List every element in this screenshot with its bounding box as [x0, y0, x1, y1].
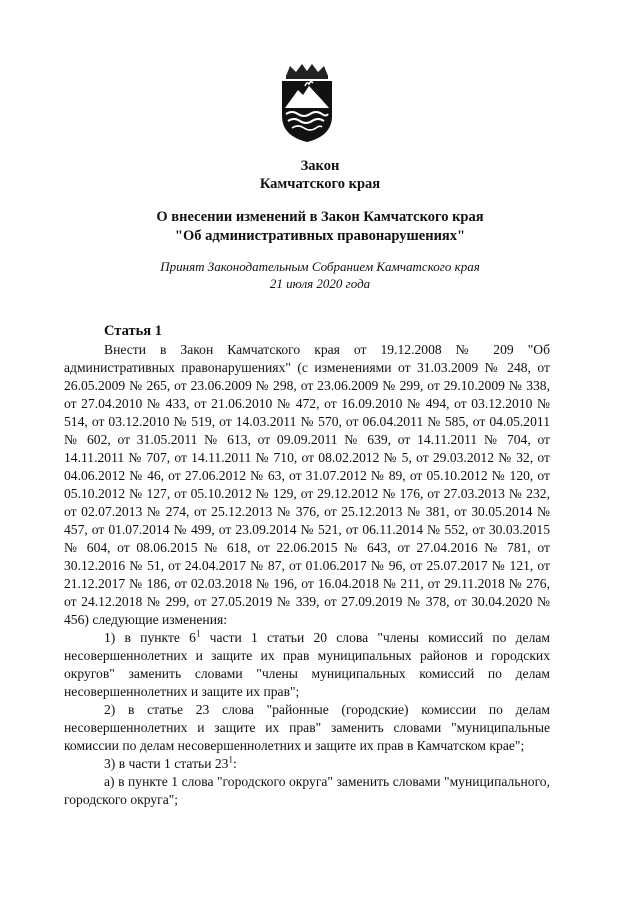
amendment-item-3a: а) в пункте 1 слова "городского округа" заменить словами "муниципального, городского округа"; — [64, 774, 550, 807]
adoption-line-1: Принят Законодательным Собранием Камчатского края — [160, 259, 480, 274]
law-title: Закон — [300, 158, 340, 174]
article-heading: Статья 1 — [104, 323, 162, 339]
adoption-date: 21 июля 2020 года — [269, 276, 371, 291]
subject-line-2: "Об административных правонарушениях" — [174, 228, 466, 244]
subject-line-1: О внесении изменений в Закон Камчатского края — [156, 209, 484, 225]
amendment-item-3: 3) в части 1 статьи $23^1$: — [104, 754, 237, 771]
adoption-note — [0, 258, 640, 292]
law-body — [64, 322, 550, 809]
amendment-item-1: 1) в пункте $6^1$ части 1 статьи 20 слова "члены комиссий по делам несовершеннолетних и защите их прав муниципальных районов и городских округов" заменить словами "члены муниципальных комиссий по делам несовершеннолетних и защите их прав"; — [64, 628, 551, 699]
article-intro: Внести в Закон Камчатского края от 19.12.2008 № 209 "Об административных правонарушениях" (с изменениями от 31.03.2009 № 248, от 26.05.2009 № 265, от 23.06.2009 № 298, от 23.06.2009 № 299, от 29.10.2009 № 338, от 27.04.2010 № 433, от 21.06.2010 № 472, от 16.09.2010 № 494, от 03.12.2010 № 514, от 03.12.2010 № 519, от 14.03.2011 № 570, от 06.04.2011 № 585, от 04.05.2011 № 602, от 31.05.2011 № 613, от 09.09.2011 № 639, от 14.11.2011 № 704, от 14.11.2011 № 707, от 14.11.2011 № 710, от 08.02.2012 № 5, от 29.03.2012 № 32, от 04.06.2012 № 46, от 27.06.2012 № 63, от 31.07.2012 № 89, от 05.10.2012 № 120, от 05.10.2012 № 127, от 05.10.2012 № 129, от 29.12.2012 № 176, от 27.03.2013 № 232, от 02.07.2013 № 274, от 25.12.2013 № 376, от 25.12.2013 № 381, от 30.05.2014 № 457, от 01.07.2014 № 499, от 23.09.2014 № 521, от 06.11.2014 № 552, от 30.03.2015 № 604, от 08.06.2015 № 618, от 22.06.2015 № 643, от 27.04.2016 № 781, от 30.12.2016 № 51, от 24.04.2017 № 87, от 01.06.2017 № 96, от 25.07.2017 № 121, от 21.12.2017 № 186, от 02.03.2018 № 196, от 16.04.2018 № 211, от 29.11.2018 № 276, от 24.12.2018 № 299, от 27.05.2019 № 339, от 27.09.2019 № 378, от 30.04.2020 № 456) следующие изменения: — [64, 342, 550, 627]
amendment-item-2: 2) в статье 23 слова "районные (городские) комиссии по делам несовершеннолетних и защите их прав" заменить словами "муниципальные комиссии по делам несовершеннолетних и защите их прав в Камчатском крае"; — [64, 702, 550, 753]
law-subject — [0, 208, 640, 246]
law-region: Камчатского края — [259, 176, 381, 192]
coat-of-arms-emblem — [276, 62, 338, 144]
